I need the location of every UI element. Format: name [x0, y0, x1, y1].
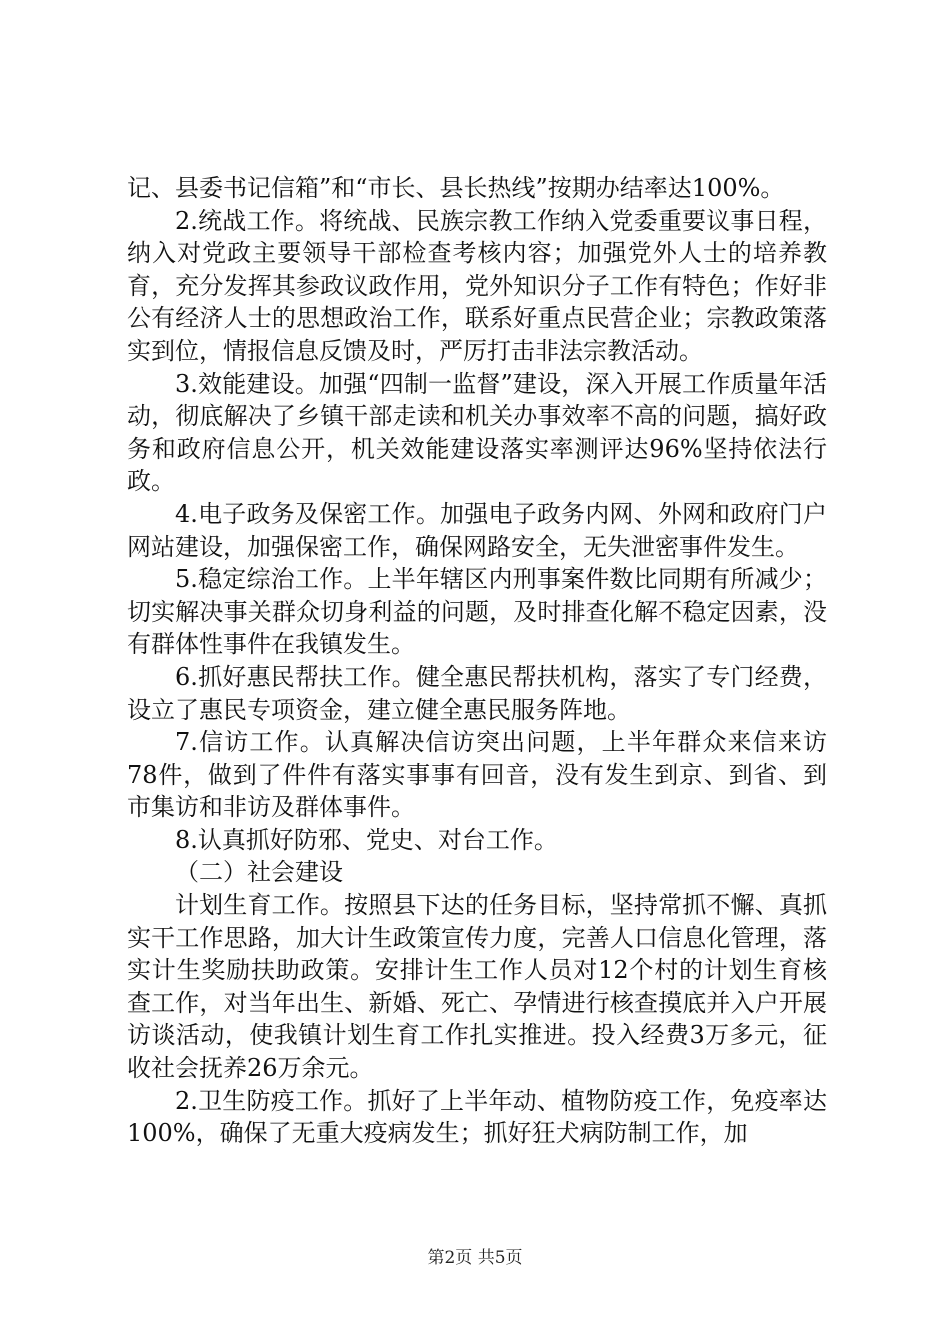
paragraph-8: 8.认真抓好防邪、党史、对台工作。: [175, 825, 558, 854]
paragraph-4: 4.电子政务及保密工作。加强电子政务内网、外网和政府门户网站建设，加强保密工作，确保网路安全，无失泄密事件发生。: [127, 499, 827, 561]
paragraph-3: 3.效能建设。加强“四制一监督”建设，深入开展工作质量年活动，彻底解决了乡镇干部走读和机关办事效率不高的问题，搞好政务和政府信息公开，机关效能建设落实率测评达96%坚持依法行政。: [127, 369, 827, 496]
paragraph-10: 计划生育工作。按照县下达的任务目标，坚持常抓不懈、真抓实干工作思路，加大计生政策宣传力度，完善人口信息化管理，落实计生奖励扶助政策。安排计生工作人员对12个村的计划生育核查工作，对当年出生、新婚、死亡、孕情进行核查摸底并入户开展访谈活动，使我镇计划生育工作扎实推进。投入经费3万多元，征收社会抚养26万余元。: [127, 891, 827, 1083]
paragraph-2: 2.统战工作。将统战、民族宗教工作纳入党委重要议事日程，纳入对党政主要领导干部检查考核内容；加强党外人士的培养教育，充分发挥其参政议政作用，党外知识分子工作有特色；作好非公有经济人士的思想政治工作，联系好重点民营企业；宗教政策落实到位，情报信息反馈及时，严厉打击非法宗教活动。: [127, 206, 827, 365]
paragraph-6: 6.抓好惠民帮扶工作。健全惠民帮扶机构，落实了专门经费，设立了惠民专项资金，建立健全惠民服务阵地。: [127, 662, 827, 724]
paragraph-7: 7.信访工作。认真解决信访突出问题，上半年群众来信来访78件，做到了件件有落实事事有回音，没有发生到京、到省、到市集访和非访及群体事件。: [127, 728, 827, 822]
paragraph-1: 记、县委书记信箱”和“市长、县长热线”按期办结率达100%。: [127, 174, 785, 202]
page-footer: 第2页 共5页: [427, 1248, 523, 1268]
paragraph-5: 5.稳定综治工作。上半年辖区内刑事案件数比同期有所减少；切实解决事关群众切身利益的问题，及时排查化解不稳定因素，没有群体性事件在我镇发生。: [127, 565, 827, 659]
section-heading: （二）社会建设: [175, 858, 343, 887]
document-body: [127, 172, 827, 1150]
paragraph-11: 2.卫生防疫工作。抓好了上半年动、植物防疫工作，免疫率达100%，确保了无重大疫病发生；抓好狂犬病防制工作，加: [127, 1086, 827, 1148]
